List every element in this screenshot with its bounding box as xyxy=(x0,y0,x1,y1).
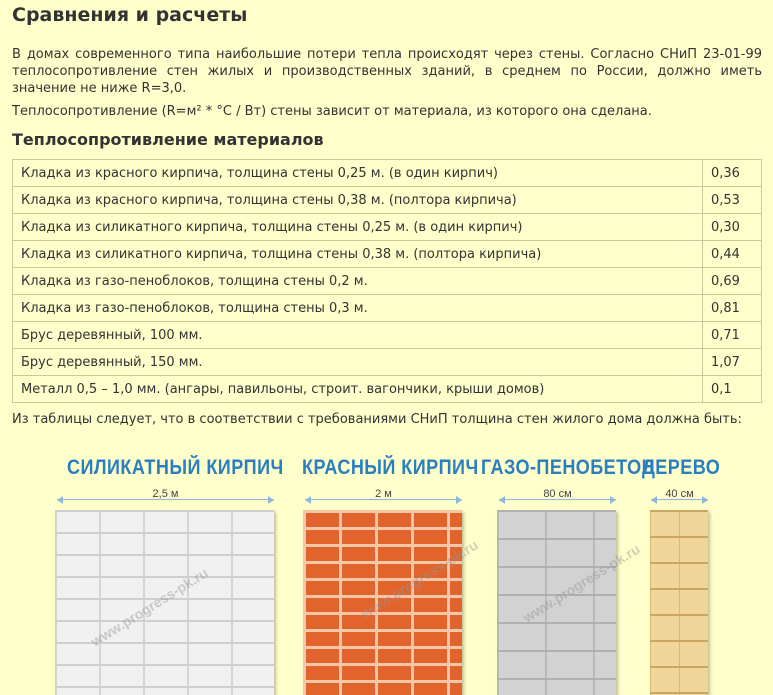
dimension-red-brick xyxy=(305,489,462,503)
material-name: Кладка из газо-пеноблоков, толщина стены 0,2 м. xyxy=(13,268,703,295)
dimension-label: 80 см xyxy=(543,488,572,500)
material-value: 0,69 xyxy=(703,268,762,295)
page-title: Сравнения и расчеты xyxy=(12,4,248,26)
label-gas-concrete: ГАЗО-ПЕНОБЕТОН xyxy=(481,456,656,479)
material-value: 0,53 xyxy=(703,187,762,214)
material-value: 0,36 xyxy=(703,160,762,187)
material-name: Кладка из силикатного кирпича, толщина стены 0,25 м. (в один кирпич) xyxy=(13,214,703,241)
watermark: www.progress-pk.ru xyxy=(358,536,481,622)
dimension-gas-concrete xyxy=(499,489,616,503)
material-value: 1,07 xyxy=(703,349,762,376)
table-row xyxy=(13,160,762,187)
material-name: Брус деревянный, 150 мм. xyxy=(13,349,703,376)
table-row xyxy=(13,349,762,376)
resistance-note: Теплосопротивление (R=м² * °С / Вт) стены зависит от материала, из которого она сделана. xyxy=(12,104,652,119)
material-value: 0,71 xyxy=(703,322,762,349)
material-name: Кладка из газо-пеноблоков, толщина стены 0,3 м. xyxy=(13,295,703,322)
table-row xyxy=(13,187,762,214)
materials-table xyxy=(12,159,762,403)
material-value: 0,44 xyxy=(703,241,762,268)
watermark: www.progress-pk.ru xyxy=(88,564,211,650)
intro-paragraph: В домах современного типа наибольшие потери тепла происходят через стены. Согласно СНиП 23-01-99 теплосопротивление стен жилых и производственных зданий, в среднем по России, должно иметь значение не ниже R=3,0. xyxy=(12,47,762,96)
label-silicate-brick: СИЛИКАТНЫЙ КИРПИЧ xyxy=(67,456,284,479)
wood-wall-image xyxy=(650,510,708,695)
material-name: Брус деревянный, 100 мм. xyxy=(13,322,703,349)
table-row xyxy=(13,241,762,268)
material-name: Кладка из красного кирпича, толщина стены 0,25 м. (в один кирпич) xyxy=(13,160,703,187)
table-row xyxy=(13,295,762,322)
material-value: 0,1 xyxy=(703,376,762,403)
dimension-label: 2 м xyxy=(375,488,392,500)
dimension-wood xyxy=(651,489,708,503)
dimension-silicate xyxy=(57,489,274,503)
material-value: 0,30 xyxy=(703,214,762,241)
conclusion-paragraph: Из таблицы следует, что в соответствии с требованиями СНиП толщина стен жилого дома должна быть: xyxy=(12,412,742,427)
table-title: Теплосопротивление материалов xyxy=(12,130,324,149)
material-name: Металл 0,5 – 1,0 мм. (ангары, павильоны, строит. вагончики, крыши домов) xyxy=(13,376,703,403)
watermark: www.progress-pk.ru xyxy=(520,540,643,626)
table-row xyxy=(13,268,762,295)
table-row xyxy=(13,376,762,403)
table-row xyxy=(13,322,762,349)
label-wood: ДЕРЕВО xyxy=(642,456,721,479)
material-name: Кладка из силикатного кирпича, толщина стены 0,38 м. (полтора кирпича) xyxy=(13,241,703,268)
material-name: Кладка из красного кирпича, толщина стены 0,38 м. (полтора кирпича) xyxy=(13,187,703,214)
material-value: 0,81 xyxy=(703,295,762,322)
table-row xyxy=(13,214,762,241)
dimension-label: 40 см xyxy=(665,488,694,500)
label-red-brick: КРАСНЫЙ КИРПИЧ xyxy=(302,456,479,479)
dimension-label: 2,5 м xyxy=(152,488,179,500)
